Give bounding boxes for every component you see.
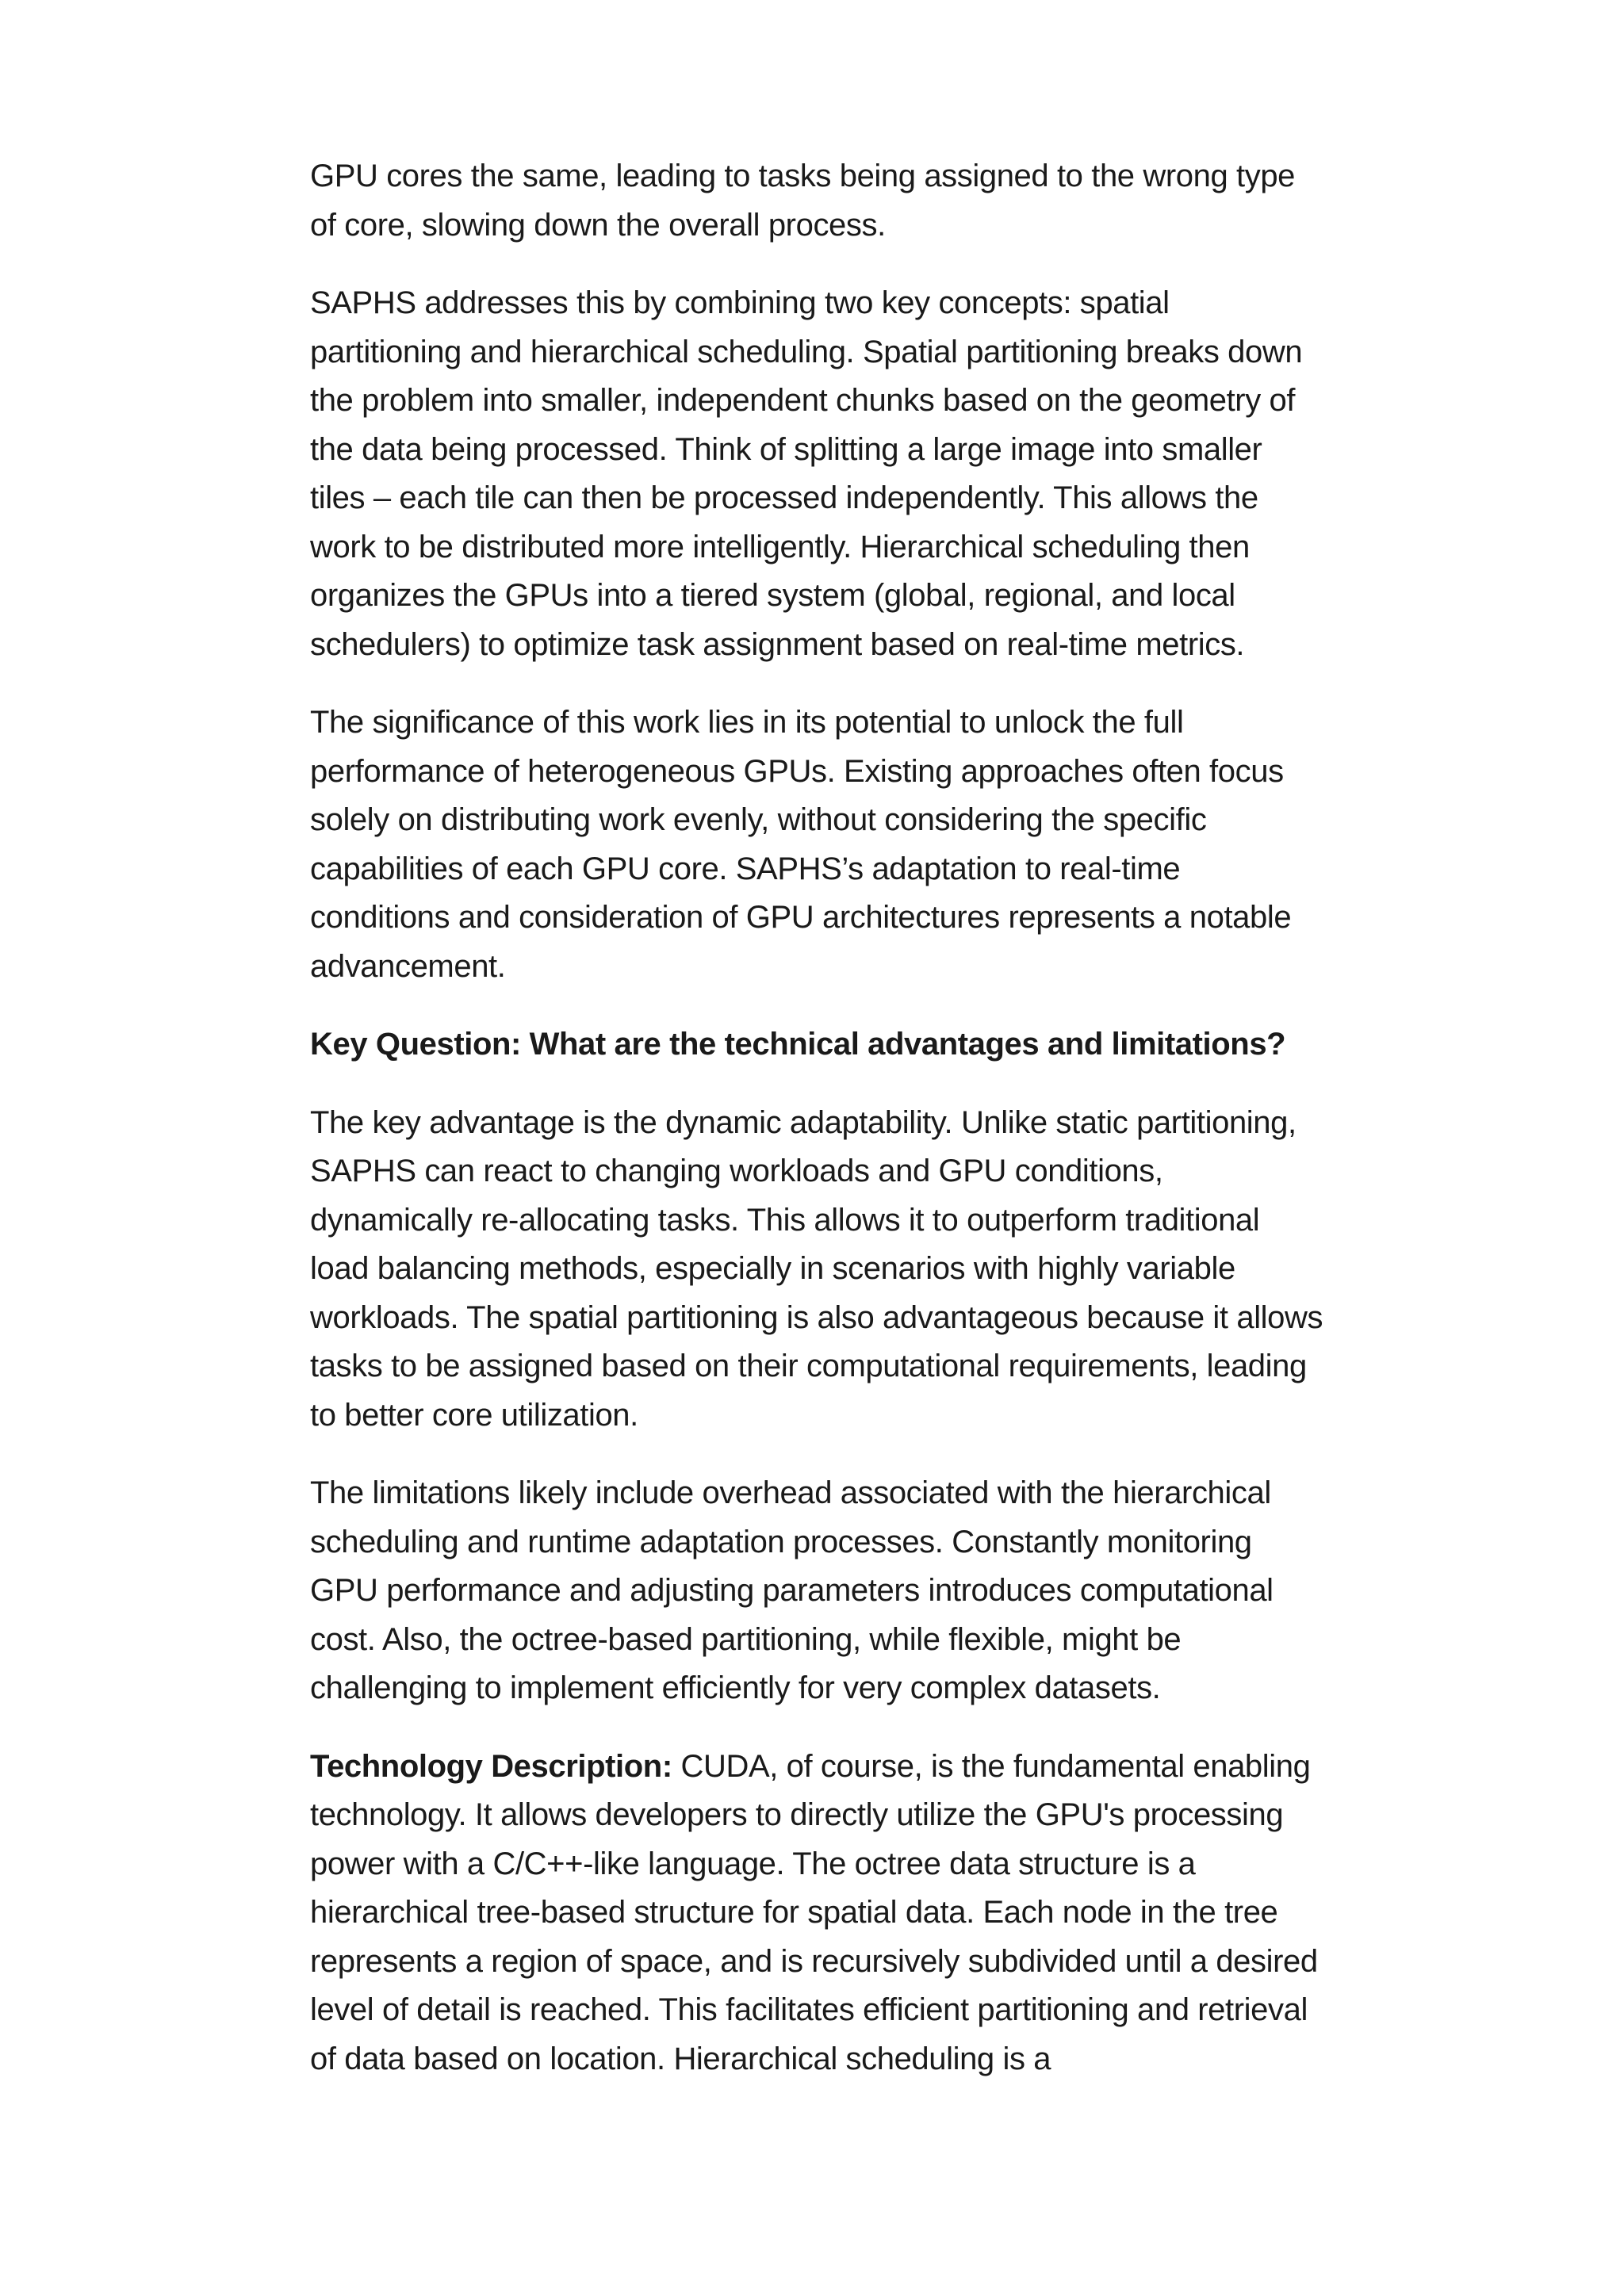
technology-description-label: Technology Description: [310,1748,672,1784]
paragraph-technology-description [310,1743,1325,2084]
paragraph-gpu-cores: GPU cores the same, leading to tasks being assigned to the wrong type of core, slowing down the overall process. [310,159,1296,243]
paragraph-saphs-approach: SAPHS addresses this by combining two key concepts: spatial partitioning and hierarchical scheduling. Spatial partitioning breaks down the problem into smaller, independent chunks based on the geometry of the data being processed. Think of splitting a large image into smaller tiles – each tile can then be processed independently. This allows the work to be distributed more intelligently. Hierarchical scheduling then organizes the GPUs into a tiered system (global, regional, and local schedulers) to optimize task assignment based on real-time metrics. [310,285,1303,662]
paragraph-significance: The significance of this work lies in its potential to unlock the full performance of heterogeneous GPUs. Existing approaches often focus solely on distributing work evenly, without considering the specific capabilities of each GPU core. SAPHS’s adaptation to real-time conditions and consideration of GPU architectures represents a notable advancement. [310,705,1292,984]
paragraph-advantages: The key advantage is the dynamic adaptability. Unlike static partitioning, SAPHS can react to changing workloads and GPU conditions, dynamically re-allocating tasks. This allows it to outperform traditional load balancing methods, especially in scenarios with highly variable workloads. The spatial partitioning is also advantageous because it allows tasks to be assigned based on their computational requirements, leading to better core utilization. [310,1104,1323,1433]
technology-description-text: CUDA, of course, is the fundamental enabling technology. It allows developers to directly utilize the GPU's processing power with a C/C++-like language. The octree data structure is a hierarchical tree-based structure for spatial data. Each node in the tree represents a region of space, and is recursively subdivided until a desired level of detail is reached. This facilitates efficient partitioning and retrieval of data based on location. Hierarchical scheduling is a [310,1748,1318,2076]
document-page [310,152,1325,2113]
paragraph-limitations: The limitations likely include overhead associated with the hierarchical scheduling and runtime adaptation processes. Constantly monitoring GPU performance and adjusting parameters introduces computational cost. Also, the octree-based partitioning, while flexible, might be challenging to implement efficiently for very complex datasets. [310,1475,1274,1705]
section-heading: Key Question: What are the technical advantages and limitations? [310,1027,1286,1062]
